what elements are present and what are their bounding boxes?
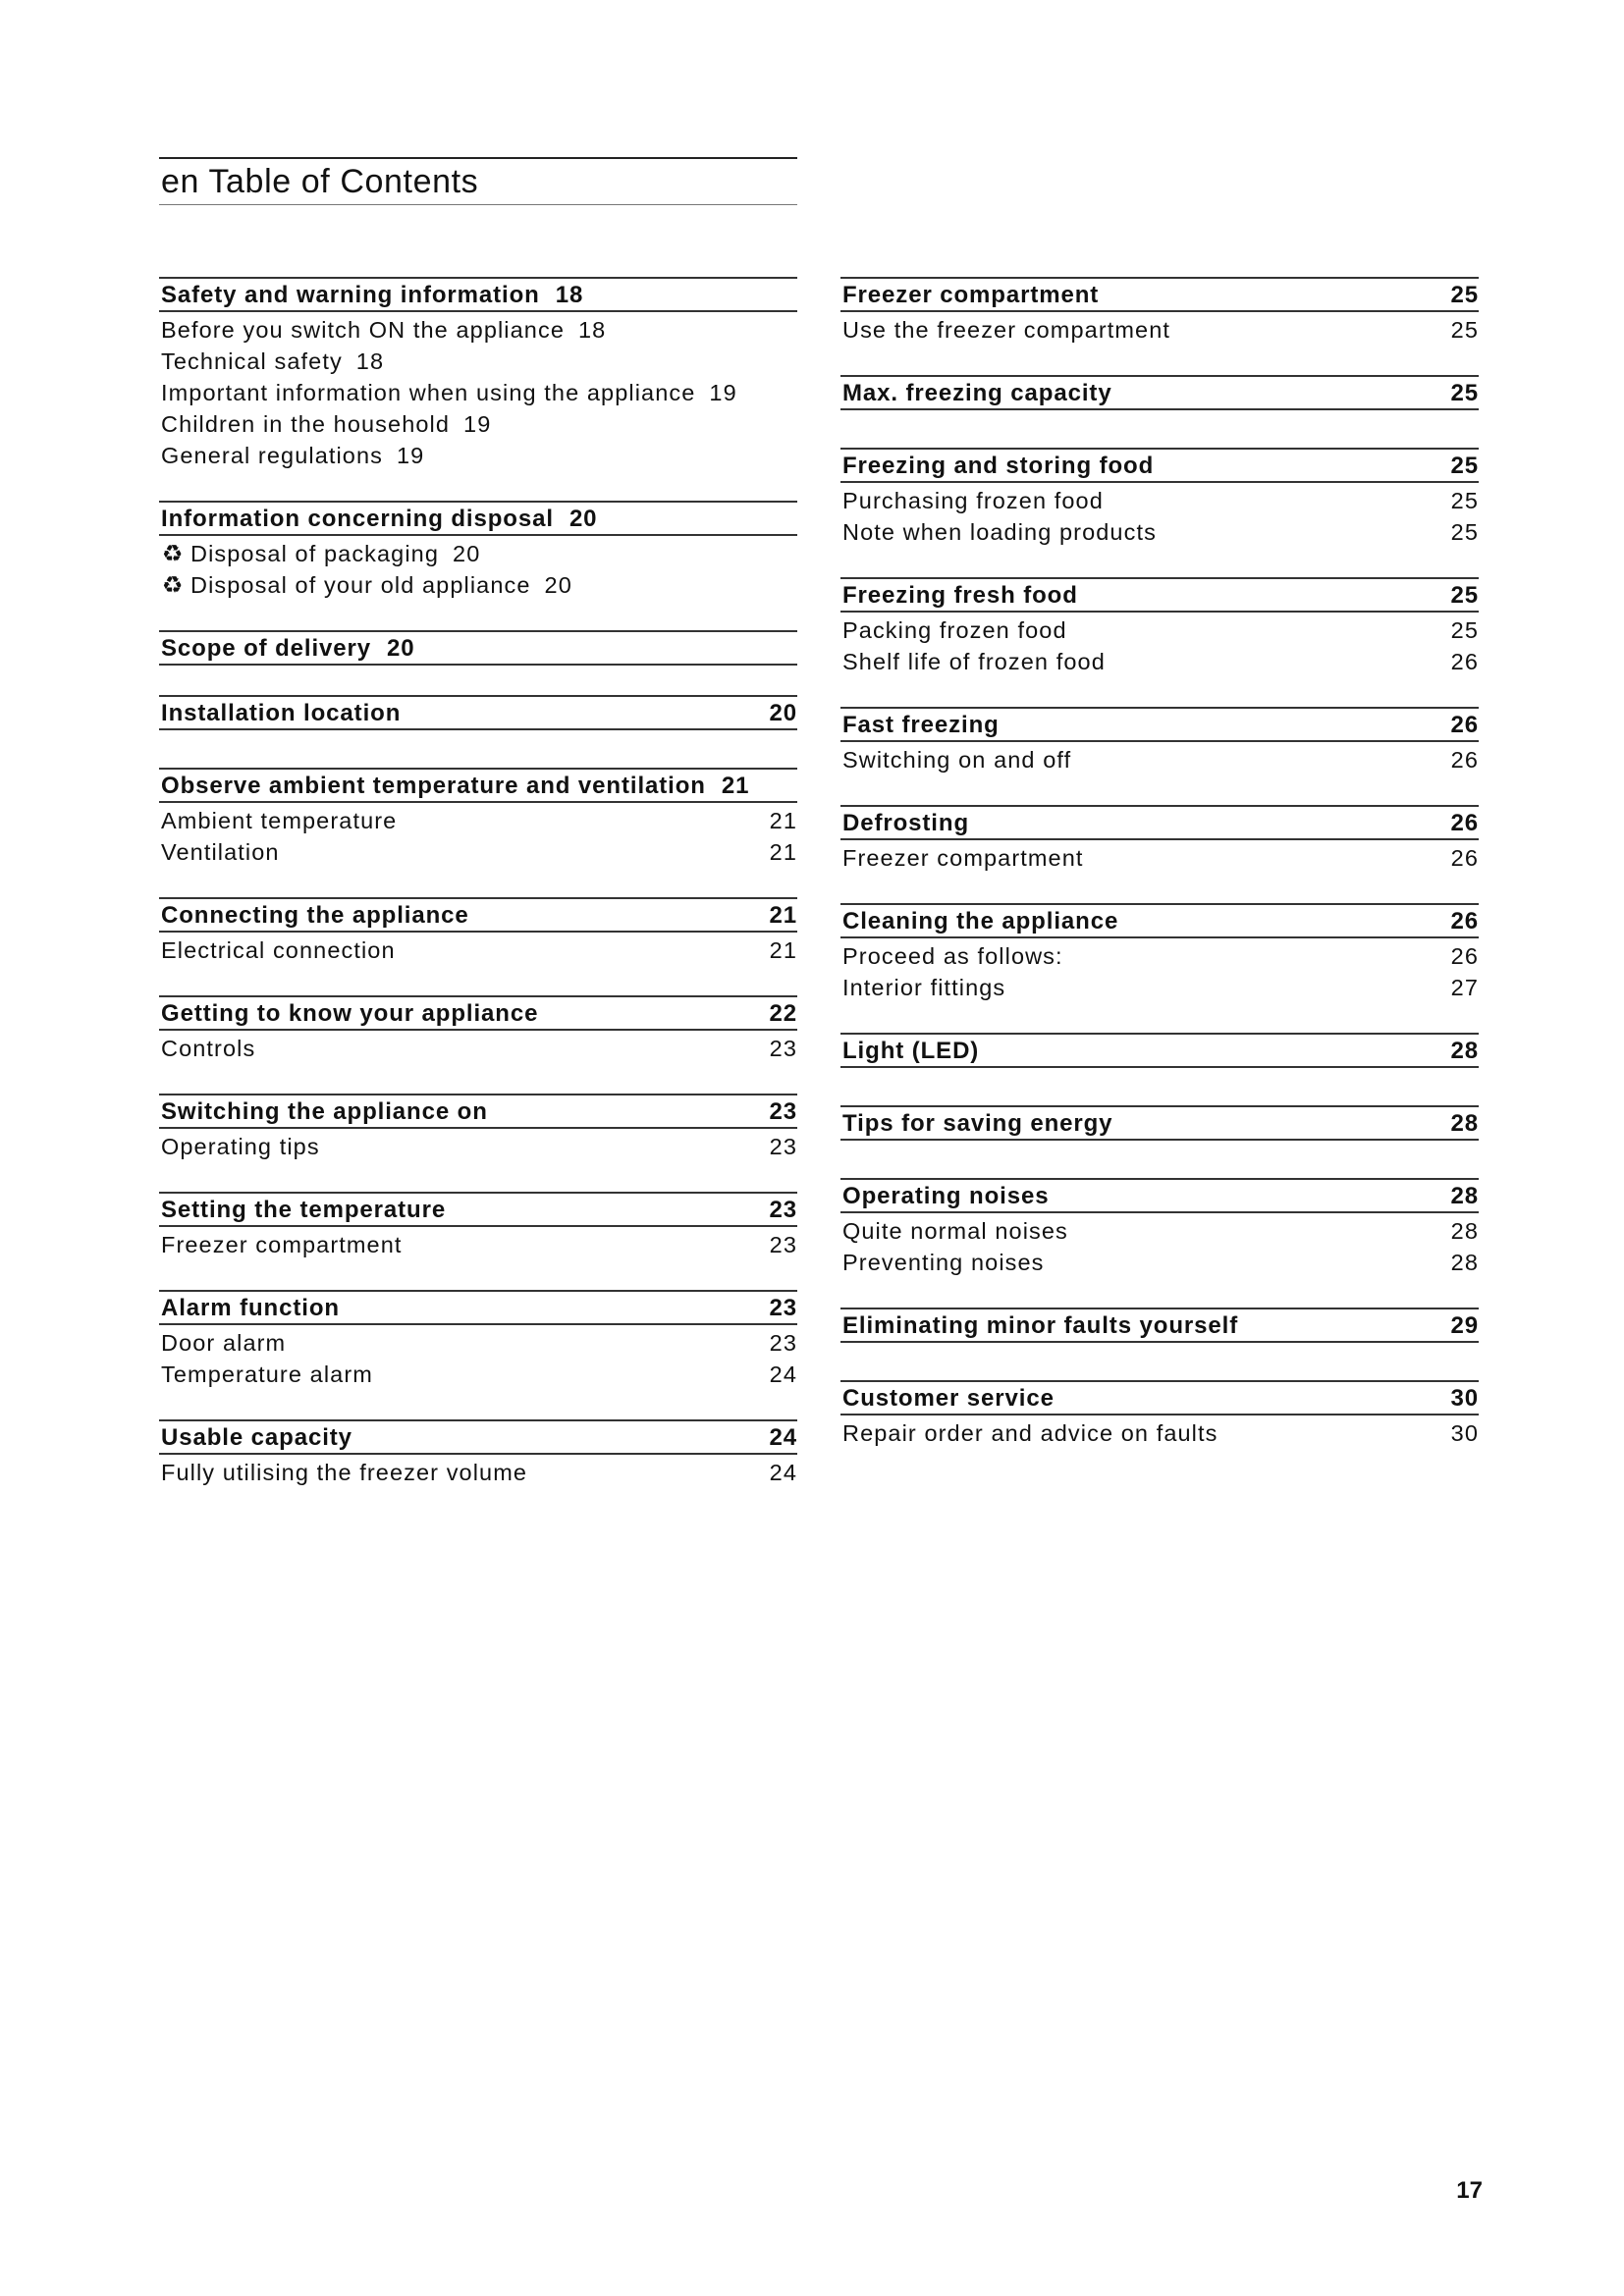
toc-entry-title: Ventilation (161, 839, 280, 865)
toc-heading[interactable] (840, 1380, 1479, 1415)
toc-section-switching-on (159, 1094, 797, 1162)
toc-heading-page: 28 (1450, 1183, 1479, 1209)
toc-entry-title: Use the freezer compartment (842, 317, 1171, 343)
toc-heading-page: 24 (769, 1424, 797, 1451)
toc-entry-page: 19 (397, 443, 425, 468)
toc-entry[interactable] (840, 485, 1479, 516)
toc-section-max-freezing (840, 375, 1479, 410)
toc-heading-title: Defrosting (842, 810, 969, 836)
toc-heading[interactable] (159, 695, 797, 730)
toc-heading-title: Light (LED) (842, 1038, 980, 1064)
toc-heading-page: 25 (1450, 380, 1479, 406)
toc-entry-title: Disposal of packaging (190, 541, 440, 566)
toc-heading-title: Customer service (842, 1385, 1055, 1412)
toc-heading-title: Freezer compartment (842, 282, 1100, 308)
toc-entry-title: Purchasing frozen food (842, 488, 1104, 513)
toc-heading[interactable] (159, 1419, 797, 1455)
toc-heading[interactable] (159, 501, 797, 536)
page-number: 17 (1456, 2177, 1483, 2204)
toc-heading[interactable] (159, 1290, 797, 1325)
toc-entry-title: Quite normal noises (842, 1218, 1068, 1244)
toc-heading[interactable] (840, 1308, 1479, 1343)
toc-entry-page: 18 (578, 317, 607, 343)
toc-heading[interactable] (840, 1105, 1479, 1141)
toc-entry[interactable] (840, 1215, 1479, 1247)
toc-heading[interactable] (159, 897, 797, 933)
toc-heading-title: Safety and warning information (161, 282, 540, 308)
toc-entry-title: Freezer compartment (161, 1232, 403, 1257)
toc-heading-title: Operating noises (842, 1183, 1050, 1209)
toc-entry[interactable] (840, 314, 1479, 346)
toc-entry-title: Shelf life of frozen food (842, 649, 1106, 674)
toc-entry-page: 28 (1450, 1250, 1479, 1275)
toc-entry-title: Packing frozen food (842, 617, 1067, 643)
toc-entry[interactable] (159, 314, 797, 346)
toc-entry-title: Children in the household (161, 411, 451, 437)
toc-entry-title: Door alarm (161, 1330, 287, 1356)
toc-entry[interactable] (159, 1359, 797, 1390)
toc-entry-page: 21 (769, 808, 797, 833)
toc-heading[interactable] (840, 707, 1479, 742)
toc-heading-page: 20 (769, 700, 797, 726)
toc-section-temperature (159, 1192, 797, 1260)
toc-entry[interactable] (159, 440, 797, 471)
toc-entry[interactable] (840, 842, 1479, 874)
toc-entry-title: Freezer compartment (842, 845, 1084, 871)
toc-heading-title: Connecting the appliance (161, 902, 469, 929)
toc-entry[interactable] (159, 1229, 797, 1260)
toc-entry-title: Operating tips (161, 1134, 320, 1159)
toc-heading-title: Freezing and storing food (842, 453, 1155, 479)
toc-heading[interactable] (840, 577, 1479, 613)
toc-entry[interactable] (159, 1457, 797, 1488)
toc-section-freezing-fresh (840, 577, 1479, 677)
toc-heading-title: Scope of delivery (161, 635, 372, 662)
toc-heading-title: Eliminating minor faults yourself (842, 1312, 1239, 1339)
toc-section-freezer-compartment (840, 277, 1479, 346)
toc-entry-page: 20 (544, 572, 572, 598)
toc-entry-page: 24 (769, 1460, 797, 1485)
toc-entry-page: 19 (463, 411, 492, 437)
toc-heading[interactable] (840, 375, 1479, 410)
toc-entry[interactable] (159, 408, 797, 440)
toc-entry[interactable] (840, 516, 1479, 548)
toc-entry-title: Switching on and off (842, 747, 1072, 773)
toc-entry-title: Technical safety (161, 348, 343, 374)
toc-heading[interactable] (840, 1178, 1479, 1213)
toc-entry[interactable] (159, 569, 797, 601)
toc-entry-page: 18 (355, 348, 385, 374)
toc-heading-title: Observe ambient temperature and ventilation (161, 773, 706, 799)
toc-entry-title: Electrical connection (161, 937, 396, 963)
toc-entry-page: 25 (1450, 617, 1479, 643)
toc-section-ambient (159, 768, 797, 868)
toc-entry[interactable] (159, 836, 797, 868)
toc-heading[interactable] (840, 448, 1479, 483)
toc-entry-page: 25 (1450, 317, 1479, 343)
toc-heading-page: 25 (1450, 582, 1479, 609)
toc-entry-title: Before you switch ON the appliance (161, 317, 565, 343)
toc-section-customer-service (840, 1380, 1479, 1449)
toc-section-alarm (159, 1290, 797, 1390)
toc-heading-page: 26 (1450, 810, 1479, 836)
toc-entry-title: Note when loading products (842, 519, 1157, 545)
toc-entry-title: Proceed as follows: (842, 943, 1063, 969)
toc-heading-page: 30 (1450, 1385, 1479, 1412)
toc-heading-title: Freezing fresh food (842, 582, 1078, 609)
toc-entry-title: Ambient temperature (161, 808, 398, 833)
toc-section-light (840, 1033, 1479, 1068)
toc-heading-title: Fast freezing (842, 712, 1000, 738)
toc-heading-page: 29 (1450, 1312, 1479, 1339)
toc-entry[interactable] (159, 805, 797, 836)
toc-entry-page: 24 (769, 1362, 797, 1387)
toc-heading-page: 28 (1450, 1110, 1479, 1137)
toc-section-defrosting (840, 805, 1479, 874)
toc-entry[interactable] (840, 972, 1479, 1003)
toc-heading[interactable] (840, 1033, 1479, 1068)
toc-heading[interactable] (840, 805, 1479, 840)
toc-heading-title: Switching the appliance on (161, 1098, 488, 1125)
toc-heading-title: Usable capacity (161, 1424, 352, 1451)
toc-entry-title: General regulations (161, 443, 383, 468)
toc-section-minor-faults (840, 1308, 1479, 1343)
toc-heading[interactable] (159, 768, 797, 803)
toc-entry-page: 23 (769, 1036, 797, 1061)
toc-heading-title: Max. freezing capacity (842, 380, 1112, 406)
toc-entry[interactable] (840, 940, 1479, 972)
toc-section-noises (840, 1178, 1479, 1278)
toc-entry-page: 21 (769, 937, 797, 963)
toc-heading-page: 26 (1450, 908, 1479, 934)
toc-heading-page: 25 (1450, 282, 1479, 308)
toc-entry-page: 20 (453, 541, 481, 566)
toc-heading[interactable] (159, 995, 797, 1031)
toc-entry-title: Repair order and advice on faults (842, 1420, 1218, 1446)
toc-entry-page: 26 (1450, 943, 1479, 969)
toc-entry-page: 30 (1450, 1420, 1479, 1446)
toc-entry[interactable] (159, 346, 797, 377)
toc-heading-page: 23 (769, 1098, 797, 1125)
toc-entry-title: Disposal of your old appliance (190, 572, 531, 598)
toc-heading-page: 23 (769, 1295, 797, 1321)
toc-entry-page: 21 (769, 839, 797, 865)
toc-entry-page: 26 (1450, 747, 1479, 773)
toc-entry[interactable] (159, 1131, 797, 1162)
toc-section-scope (159, 630, 797, 666)
toc-section-connecting (159, 897, 797, 966)
toc-entry-page: 25 (1450, 488, 1479, 513)
toc-entry[interactable] (159, 934, 797, 966)
toc-entry[interactable] (159, 377, 797, 408)
toc-heading[interactable] (159, 277, 797, 312)
toc-entry[interactable] (159, 1327, 797, 1359)
page-title: en Table of Contents (161, 163, 479, 200)
toc-section-getting-to-know (159, 995, 797, 1064)
toc-entry-title: Controls (161, 1036, 256, 1061)
toc-heading-page: 22 (769, 1000, 797, 1027)
toc-section-disposal (159, 501, 797, 601)
toc-heading-page: 20 (568, 506, 598, 532)
page-header (159, 157, 797, 205)
toc-heading[interactable] (840, 903, 1479, 938)
toc-entry-title: Temperature alarm (161, 1362, 373, 1387)
toc-entry-page: 26 (1450, 649, 1479, 674)
toc-heading-title: Getting to know your appliance (161, 1000, 539, 1027)
toc-section-usable-capacity (159, 1419, 797, 1488)
toc-heading-page: 18 (555, 282, 584, 308)
toc-heading[interactable] (159, 630, 797, 666)
toc-entry-title: Preventing noises (842, 1250, 1045, 1275)
toc-left-column (159, 277, 797, 1488)
toc-heading[interactable] (840, 277, 1479, 312)
toc-entry-page: 25 (1450, 519, 1479, 545)
toc-heading-title: Information concerning disposal (161, 506, 554, 532)
toc-section-saving-energy (840, 1105, 1479, 1141)
toc-entry-title: Fully utilising the freezer volume (161, 1460, 528, 1485)
recycle-icon: ♻ (161, 541, 185, 567)
toc-entry[interactable] (840, 1417, 1479, 1449)
toc-entry[interactable] (159, 538, 797, 569)
toc-entry[interactable] (840, 1247, 1479, 1278)
toc-section-safety (159, 277, 797, 471)
toc-heading-page: 28 (1450, 1038, 1479, 1064)
toc-entry[interactable] (840, 744, 1479, 775)
toc-section-cleaning (840, 903, 1479, 1003)
toc-heading-title: Tips for saving energy (842, 1110, 1113, 1137)
toc-heading-page: 26 (1450, 712, 1479, 738)
toc-heading-title: Setting the temperature (161, 1197, 447, 1223)
toc-entry-title: Interior fittings (842, 975, 1006, 1000)
toc-heading-title: Cleaning the appliance (842, 908, 1119, 934)
toc-heading-page: 20 (387, 635, 415, 662)
toc-entry[interactable] (840, 614, 1479, 646)
toc-entry-page: 23 (769, 1330, 797, 1356)
toc-heading[interactable] (159, 1094, 797, 1129)
toc-heading-page: 21 (721, 773, 750, 799)
toc-heading-page: 21 (769, 902, 797, 929)
toc-entry-page: 27 (1450, 975, 1479, 1000)
toc-entry-page: 23 (769, 1134, 797, 1159)
toc-entry-title: Important information when using the appliance (161, 380, 696, 405)
toc-section-fast-freezing (840, 707, 1479, 775)
recycle-icon: ♻ (161, 572, 185, 599)
toc-entry-page: 23 (769, 1232, 797, 1257)
toc-heading-page: 25 (1450, 453, 1479, 479)
toc-section-installation (159, 695, 797, 730)
toc-heading-title: Installation location (161, 700, 402, 726)
toc-heading-title: Alarm function (161, 1295, 340, 1321)
toc-entry-page: 26 (1450, 845, 1479, 871)
toc-section-freezing-storing (840, 448, 1479, 548)
toc-entry-page: 19 (709, 380, 737, 405)
toc-heading[interactable] (159, 1192, 797, 1227)
toc-entry[interactable] (159, 1033, 797, 1064)
toc-heading-page: 23 (769, 1197, 797, 1223)
toc-entry[interactable] (840, 646, 1479, 677)
toc-right-column (840, 277, 1479, 1449)
toc-entry-page: 28 (1450, 1218, 1479, 1244)
